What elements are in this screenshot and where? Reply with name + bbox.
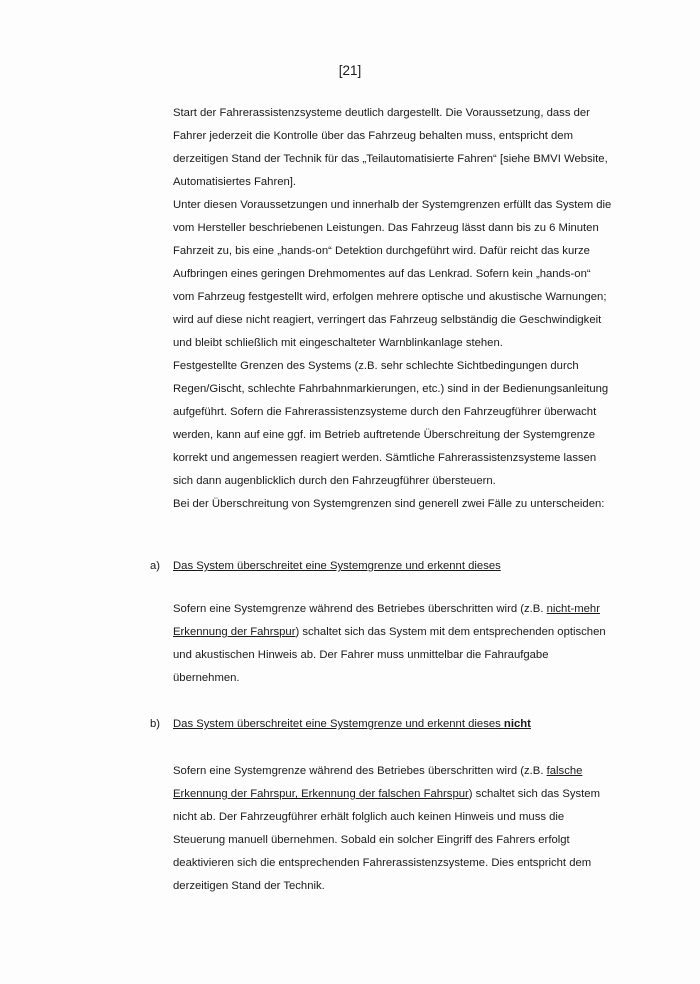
case-a-marker: a)	[150, 560, 161, 572]
case-b-body	[173, 760, 613, 898]
case-a-title: Das System überschreitet eine Systemgrenze und erkennt dieses	[173, 560, 501, 572]
paragraph-3: Festgestellte Grenzen des Systems (z.B. sehr schlechte Sichtbedingungen durch Regen/Gischt, schlechte Fahrbahnmarkierungen, etc.) sind in der Bedienungsanleitung aufgeführt. Sofern die Fahrerassistenzsysteme durch den Fahrzeugführer überwacht werden, kann auf eine ggf. im Betrieb auftretende Überschreitung der Systemgrenze korrekt und angemessen reagiert werden. Sämtliche Fahrerassistenzsysteme lassen sich dann augenblicklich durch den Fahrzeugführer übersteuern.	[173, 360, 609, 487]
case-a-body-underlined: nicht-mehr Erkennung der Fahrspur	[173, 603, 600, 638]
case-b-title: Das System überschreitet eine Systemgrenze und erkennt dieses	[173, 718, 504, 730]
paragraph-2: Unter diesen Voraussetzungen und innerhalb der Systemgrenzen erfüllt das System die vom Hersteller beschriebenen Leistungen. Das Fahrzeug lässt dann bis zu 6 Minuten Fahrzeit zu, bis eine „hands-on“ Detektion durchgeführt wird. Dafür reicht das kurze Aufbringen eines geringen Drehmomentes auf das Lenkrad. Sofern kein „hands-on“ vom Fahrzeug festgestellt wird, erfolgen mehrere optische und akustische Warnungen; wird auf diese nicht reagiert, verringert das Fahrzeug selbständig die Geschwindigkeit und bleibt schließlich mit eingeschalteter Warnblinkanlage stehen.	[173, 199, 612, 349]
case-b-body-pre: Sofern eine Systemgrenze während des Betriebes überschritten wird (z.B.	[173, 765, 547, 777]
body-text	[173, 102, 613, 516]
case-b-title-bold: nicht	[503, 718, 531, 730]
case-b-heading	[150, 713, 610, 736]
case-a-body	[173, 598, 613, 690]
case-a-heading	[150, 555, 610, 578]
paragraph-4: Bei der Überschreitung von Systemgrenzen sind generell zwei Fälle zu unterscheiden:	[173, 498, 605, 510]
intro-paragraph: Start der Fahrerassistenzsysteme deutlich dargestellt. Die Voraussetzung, dass der Fahrer jederzeit die Kontrolle über das Fahrzeug behalten muss, entspricht dem derzeitigen Stand der Technik für das „Teilautomatisierte Fahren“ [siehe BMVI Website, Automatisiertes Fahren].	[173, 107, 608, 188]
page-number: [21]	[338, 63, 362, 78]
case-b-body-underlined: falsche Erkennung der Fahrspur, Erkennung der falschen Fahrspur	[173, 765, 583, 800]
case-a-body-pre: Sofern eine Systemgrenze während des Betriebes überschritten wird (z.B.	[173, 603, 547, 615]
case-b-marker: b)	[150, 718, 161, 730]
case-a-body-post: ) schaltet sich das System mit dem entsprechenden optischen und akustischen Hinweis ab. Der Fahrer muss unmittelbar die Fahraufgabe übernehmen.	[173, 626, 606, 684]
case-b-body-post: ) schaltet sich das System nicht ab. Der Fahrzeugführer erhält folglich auch keinen Hinweis und muss die Steuerung manuell übernehmen. Sobald ein solcher Eingriff des Fahrers erfolgt deaktivieren sich die entsprechenden Fahrerassistenzsysteme. Dies entspricht dem derzeitigen Stand der Technik.	[173, 788, 600, 892]
